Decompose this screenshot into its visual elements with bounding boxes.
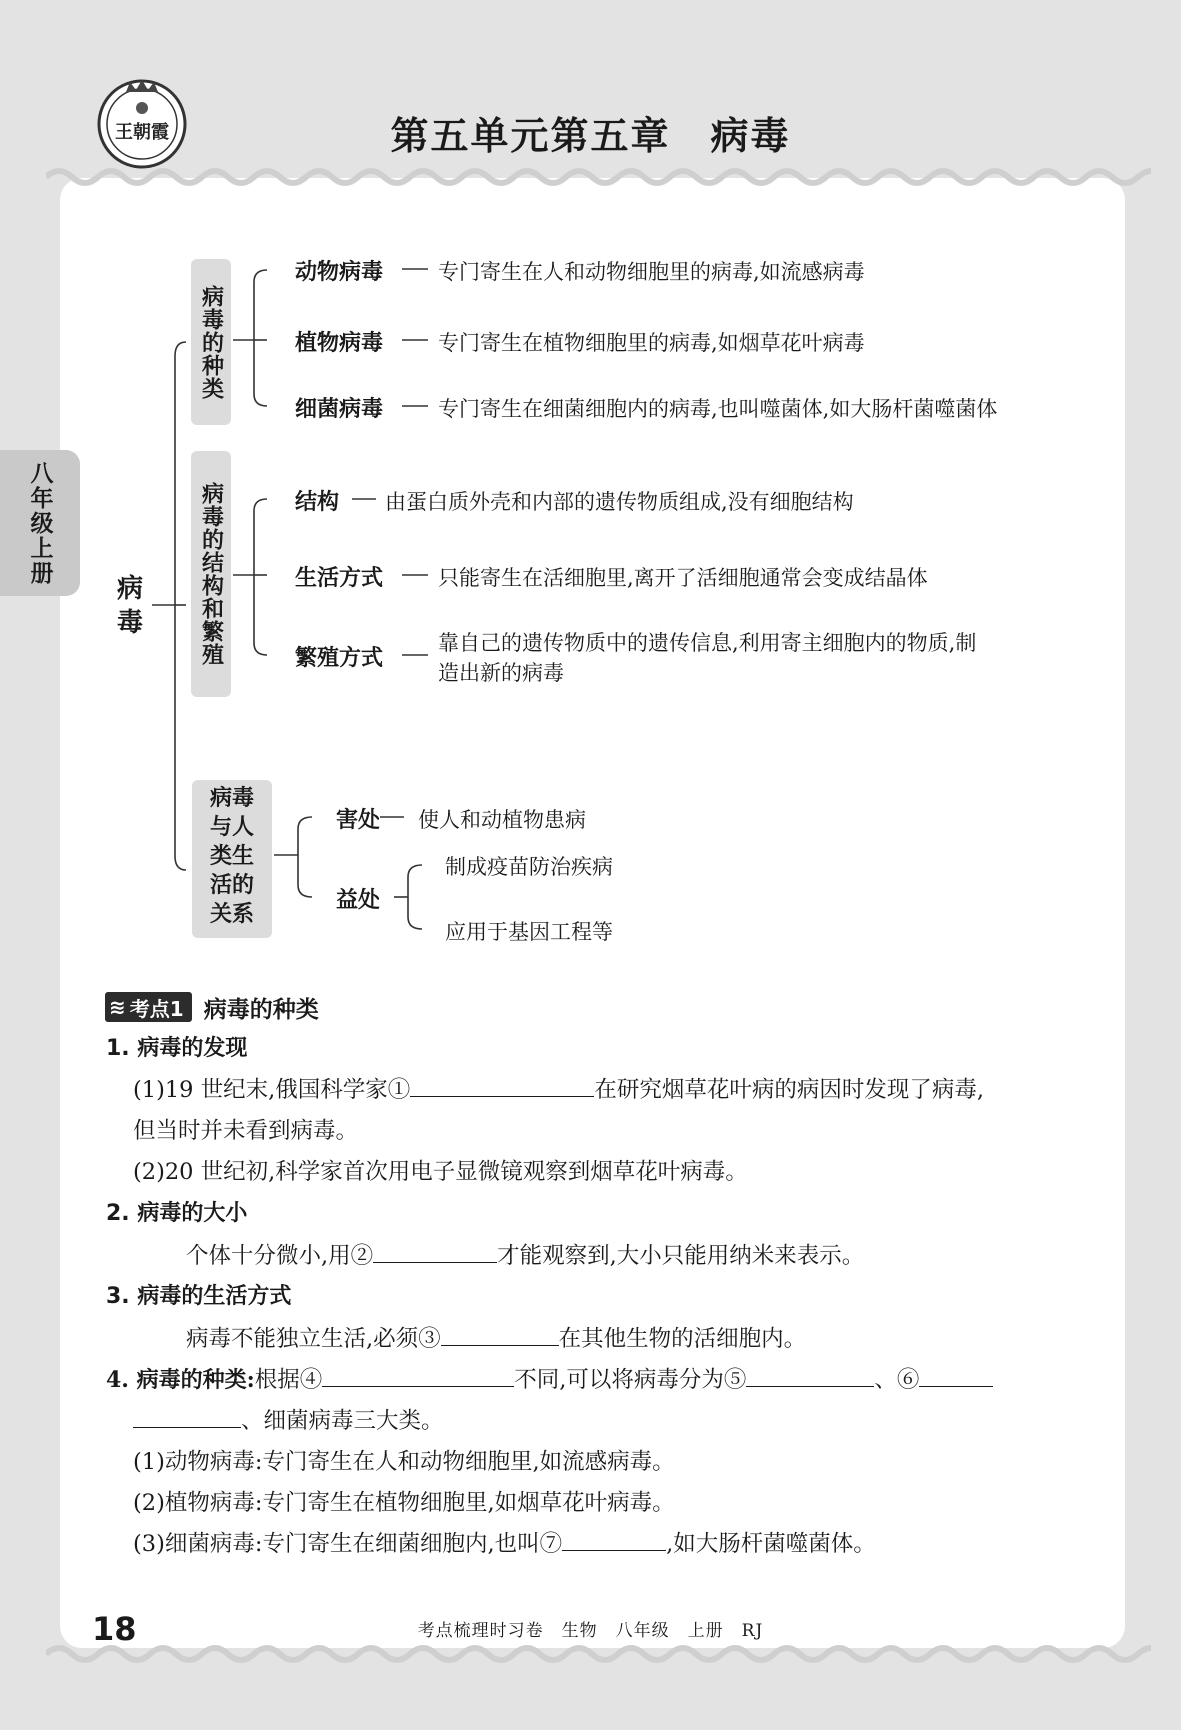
node-benefit-sub: 应用于基因工程等 [445,920,613,944]
text-line: (2)20 世纪初,科学家首次用电子显微镜观察到烟草花叶病毒。 [133,1159,748,1185]
mindmap-root: 病毒 [116,574,143,638]
page-title: 第五单元第五章 病毒 [390,114,791,158]
text-line: (1)19 世纪末,俄国科学家① 在研究烟草花叶病的病因时发现了病毒, [133,1077,984,1103]
text-line: 病毒不能独立生活,必须③ 在其他生物的活细胞内。 [186,1326,807,1352]
wave-icon: ≋ [109,995,126,1019]
blank-6a[interactable] [919,1366,993,1387]
svg-text:王朝霞: 王朝霞 [115,122,169,143]
node-reproduction: 繁殖方式 [295,646,384,671]
branch-label-line: 活的 [209,873,254,898]
node-harm-desc: 使人和动植物患病 [418,808,586,832]
text-line: 个体十分微小,用② 才能观察到,大小只能用纳米来表示。 [186,1243,865,1269]
section-badge-text: 考点1 [129,996,184,1021]
text-line: 、细菌病毒三大类。 [133,1403,444,1435]
node-plant-virus-desc: 专门寄生在植物细胞里的病毒,如烟草花叶病毒 [438,331,865,355]
subheading-discovery: 1. 病毒的发现 [106,1036,248,1061]
node-lifestyle-desc: 只能寄生在活细胞里,离开了活细胞通常会变成结晶体 [438,566,928,590]
section-heading [105,992,319,1022]
node-reproduction-desc-line1: 靠自己的遗传物质中的遗传信息,利用寄主细胞内的物质,制 [438,631,977,655]
branch-label-relation [192,780,272,938]
wave-border-top [46,163,1151,191]
page-number: 18 [92,1610,137,1648]
grade-side-tab: 八年级上册 [0,450,80,596]
blank-6b[interactable] [133,1407,241,1428]
blank-4[interactable] [322,1366,514,1387]
blank-2[interactable] [373,1242,497,1263]
blank-3[interactable] [441,1325,559,1346]
node-structure-desc: 由蛋白质外壳和内部的遗传物质组成,没有细胞结构 [385,490,854,514]
node-harm: 害处 [336,808,381,833]
footer-text: 考点梳理时习卷 生物 八年级 上册 RJ [417,1621,764,1641]
subheading-lifestyle: 3. 病毒的生活方式 [106,1284,292,1309]
branch-label-line: 关系 [209,902,254,927]
text-line: 但当时并未看到病毒。 [133,1118,359,1144]
blank-1[interactable] [410,1076,594,1097]
text-line: (1)动物病毒:专门寄生在人和动物细胞里,如流感病毒。 [133,1449,675,1475]
node-plant-virus: 植物病毒 [295,331,384,356]
section-title: 病毒的种类 [203,996,319,1023]
node-reproduction-desc-line2: 造出新的病毒 [438,661,564,685]
node-bacterial-virus-desc: 专门寄生在细菌细胞内的病毒,也叫噬菌体,如大肠杆菌噬菌体 [438,397,998,421]
branch-label-line: 与人 [209,815,254,840]
section-badge [105,992,192,1022]
branch-label-line: 类生 [209,844,254,869]
subheading-size: 2. 病毒的大小 [106,1201,248,1226]
subheading-types: 4. 病毒的种类: [106,1367,255,1393]
text-line: (3)细菌病毒:专门寄生在细菌细胞内,也叫⑦ ,如大肠杆菌噬菌体。 [133,1531,876,1557]
node-benefit: 益处 [336,888,381,913]
branch-label-structure: 病毒的结构和繁殖 [191,451,231,697]
text-line: 4. 病毒的种类:根据④ 不同,可以将病毒分为⑤ 、⑥ [106,1362,993,1394]
node-bacterial-virus: 细菌病毒 [295,397,384,422]
wave-border-bottom [46,1640,1151,1668]
blank-7[interactable] [562,1530,666,1551]
node-structure: 结构 [295,490,340,515]
node-lifestyle: 生活方式 [295,566,384,591]
node-animal-virus: 动物病毒 [295,260,384,285]
blank-5[interactable] [746,1366,874,1387]
node-animal-virus-desc: 专门寄生在人和动物细胞里的病毒,如流感病毒 [438,260,865,284]
branch-label-types: 病毒的种类 [191,259,231,425]
text-line: (2)植物病毒:专门寄生在植物细胞里,如烟草花叶病毒。 [133,1490,675,1516]
branch-label-line: 病毒 [209,786,254,811]
node-benefit-sub: 制成疫苗防治疾病 [445,855,613,879]
